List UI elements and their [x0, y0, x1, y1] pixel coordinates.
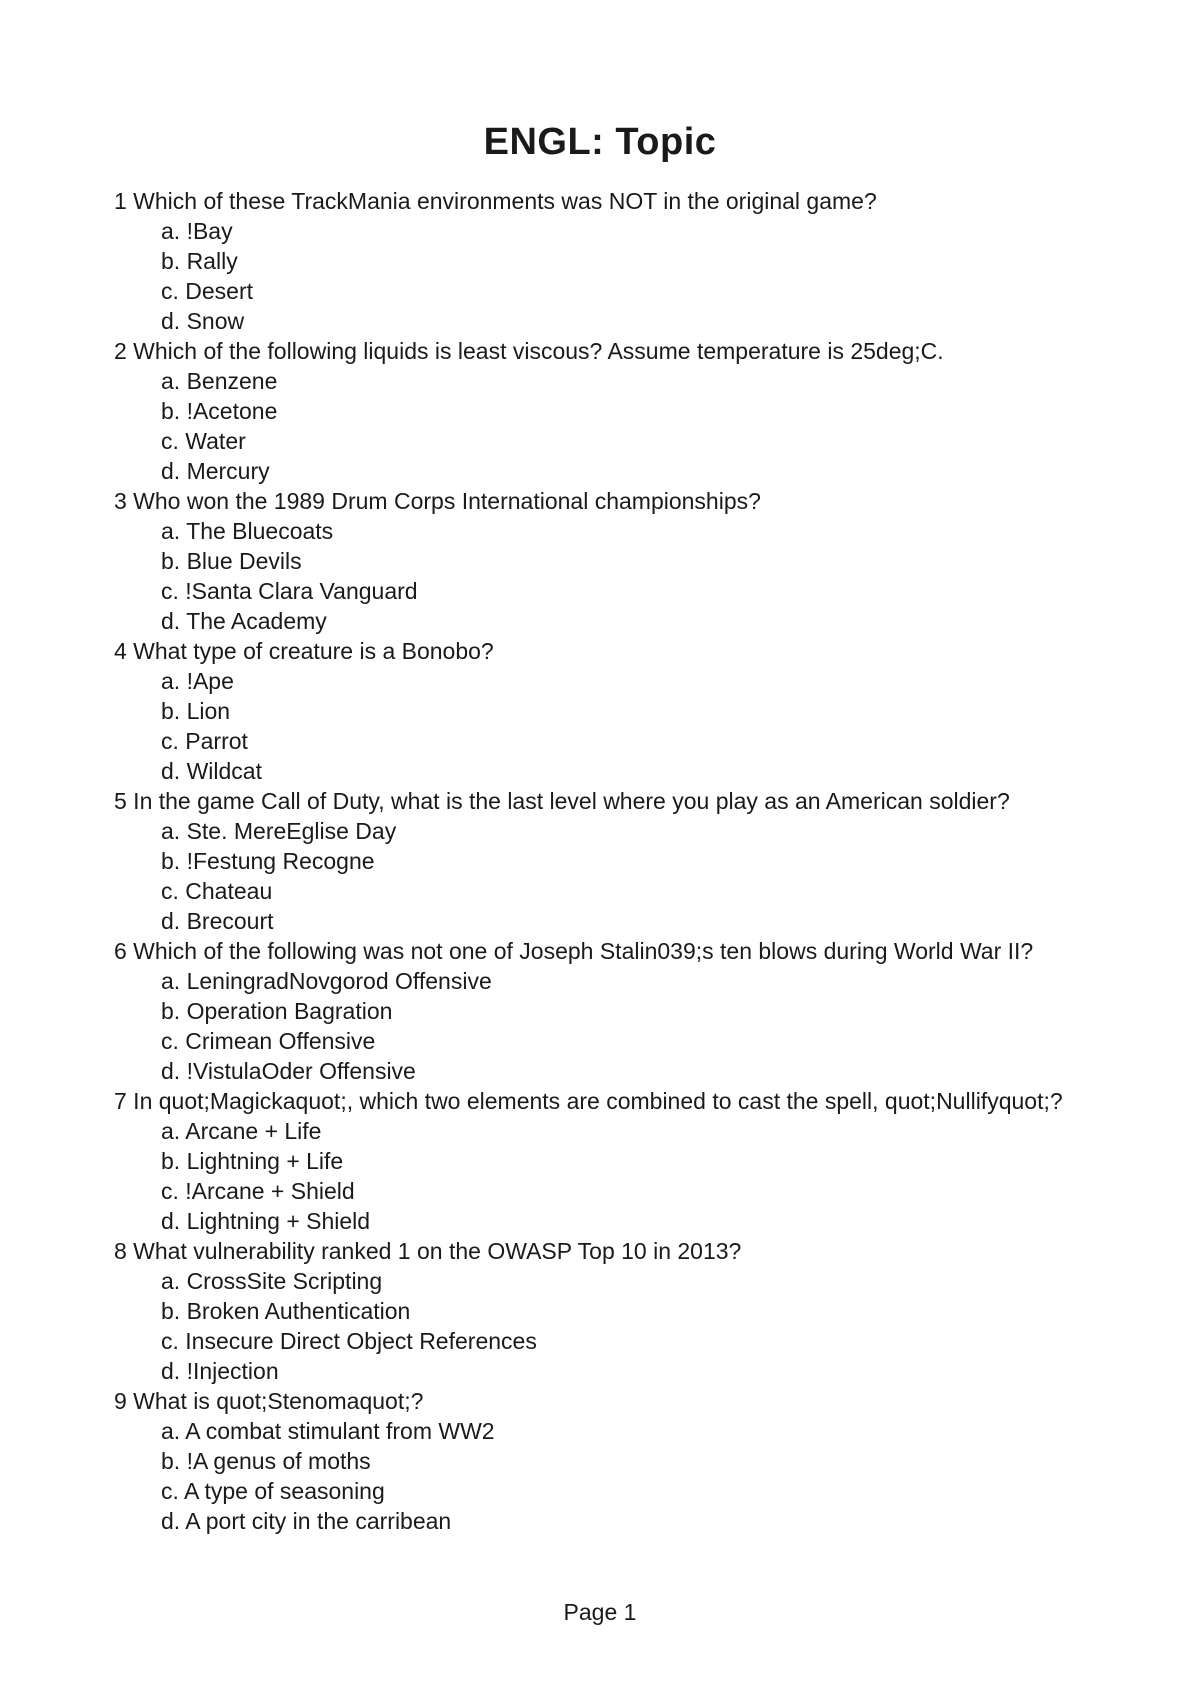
- answer-options: [114, 816, 1114, 936]
- document-title: ENGL: Topic: [483, 121, 717, 163]
- question-text: 6 Which of the following was not one of Joseph Stalin039;s ten blows during World War II?: [114, 938, 1034, 964]
- answer-option: c. Crimean Offensive: [161, 1028, 376, 1054]
- answer-options: [114, 1416, 1114, 1536]
- answer-option: d. Snow: [161, 308, 245, 334]
- answer-option: b. Operation Bagration: [161, 998, 393, 1024]
- question-text: 4 What type of creature is a Bonobo?: [114, 638, 494, 664]
- question-item: [114, 336, 1114, 486]
- answer-option: a. !Ape: [161, 668, 234, 694]
- answer-option: d. The Academy: [161, 608, 327, 634]
- answer-option: b. Lightning + Life: [161, 1148, 344, 1174]
- answer-option: d. Lightning + Shield: [161, 1208, 371, 1234]
- question-list: [114, 186, 1114, 1536]
- answer-option: c. Desert: [161, 278, 254, 304]
- answer-option: b. Broken Authentication: [161, 1298, 411, 1324]
- answer-option: a. CrossSite Scripting: [161, 1268, 383, 1294]
- answer-option: c. A type of seasoning: [161, 1478, 385, 1504]
- answer-option: c. !Arcane + Shield: [161, 1178, 355, 1204]
- question-item: [114, 1086, 1114, 1236]
- question-item: [114, 1236, 1114, 1386]
- answer-options: [114, 216, 1114, 336]
- answer-option: d. Brecourt: [161, 908, 274, 934]
- question-item: [114, 786, 1114, 936]
- answer-option: a. LeningradNovgorod Offensive: [161, 968, 492, 994]
- answer-option: c. Parrot: [161, 728, 248, 754]
- answer-option: b. !Acetone: [161, 398, 278, 424]
- answer-option: a. The Bluecoats: [161, 518, 334, 544]
- answer-option: a. A combat stimulant from WW2: [161, 1418, 495, 1444]
- question-text: 5 In the game Call of Duty, what is the last level where you play as an American soldier?: [114, 788, 1010, 814]
- question-item: [114, 636, 1114, 786]
- question-item: [114, 1386, 1114, 1536]
- answer-option: c. Water: [161, 428, 246, 454]
- answer-option: d. Mercury: [161, 458, 270, 484]
- answer-option: d. Wildcat: [161, 758, 262, 784]
- question-text: 2 Which of the following liquids is least viscous? Assume temperature is 25deg;C.: [114, 338, 944, 364]
- answer-option: b. Blue Devils: [161, 548, 302, 574]
- answer-option: a. Arcane + Life: [161, 1118, 322, 1144]
- answer-options: [114, 1116, 1114, 1236]
- question-text: 8 What vulnerability ranked 1 on the OWASP Top 10 in 2013?: [114, 1238, 742, 1264]
- answer-options: [114, 516, 1114, 636]
- question-item: [114, 486, 1114, 636]
- question-text: 3 Who won the 1989 Drum Corps International championships?: [114, 488, 761, 514]
- question-item: [114, 936, 1114, 1086]
- answer-option: c. !Santa Clara Vanguard: [161, 578, 418, 604]
- answer-options: [114, 966, 1114, 1086]
- question-item: [114, 186, 1114, 336]
- answer-option: d. !Injection: [161, 1358, 279, 1384]
- answer-option: d. A port city in the carribean: [161, 1508, 452, 1534]
- answer-option: a. !Bay: [161, 218, 233, 244]
- answer-option: b. !A genus of moths: [161, 1448, 371, 1474]
- answer-option: a. Benzene: [161, 368, 278, 394]
- answer-option: a. Ste. MereEglise Day: [161, 818, 397, 844]
- question-text: 7 In quot;Magickaquot;, which two elements are combined to cast the spell, quot;Nullifyquot;?: [114, 1088, 1063, 1114]
- question-text: 9 What is quot;Stenomaquot;?: [114, 1388, 424, 1414]
- answer-options: [114, 366, 1114, 486]
- answer-options: [114, 1266, 1114, 1386]
- answer-option: b. Lion: [161, 698, 231, 724]
- answer-option: c. Insecure Direct Object References: [161, 1328, 537, 1354]
- answer-option: b. !Festung Recogne: [161, 848, 375, 874]
- answer-option: c. Chateau: [161, 878, 273, 904]
- answer-option: b. Rally: [161, 248, 238, 274]
- answer-options: [114, 666, 1114, 786]
- question-text: 1 Which of these TrackMania environments was NOT in the original game?: [114, 188, 877, 214]
- page-number: Page 1: [563, 1599, 637, 1625]
- answer-option: d. !VistulaOder Offensive: [161, 1058, 416, 1084]
